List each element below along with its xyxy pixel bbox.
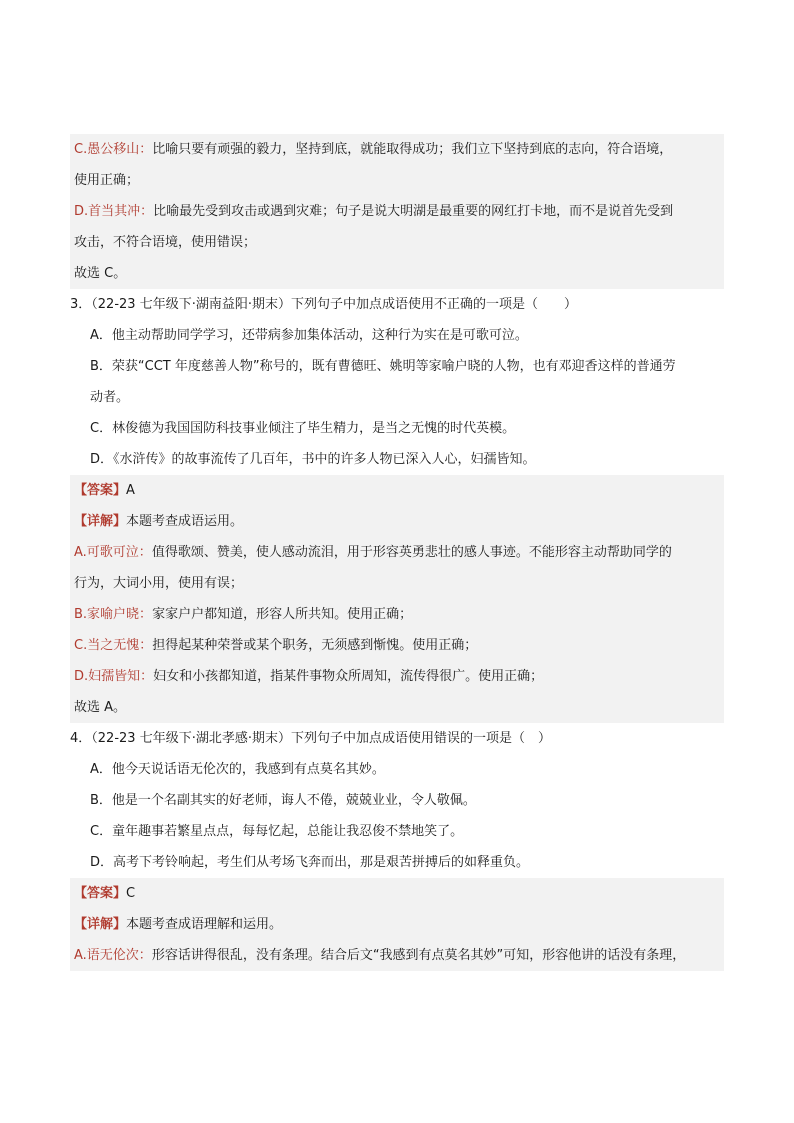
q3-c-label: C.当之无愧： (74, 638, 153, 653)
q3-detail (70, 506, 724, 537)
q3-a-line2: 行为，大词小用，使用有误； (70, 568, 724, 599)
prev-c-text: 比喻只要有顽强的毅力，坚持到底，就能取得成功；我们立下坚持到底的志向，符合语境， (152, 142, 673, 157)
q3-stem: 下列句子中加点成语使用不正确的一项是（ ） (290, 297, 577, 312)
prev-d-line2: 攻击，不符合语境，使用错误； (70, 227, 724, 258)
q3-answer-value: A (126, 483, 135, 498)
q3-a-text: 值得歌颂、赞美，使人感动流泪，用于形容英勇悲壮的感人事迹。不能形容主动帮助同学的 (151, 545, 672, 560)
q3-d-label: D.妇孺皆知： (74, 669, 154, 684)
q3-d-line (70, 661, 724, 692)
q4-detail-label: 【详解】 (74, 917, 127, 932)
q4-number: 4． (70, 731, 92, 746)
q3-conclusion: 故选 A。 (70, 692, 724, 723)
q3-detail-text: 本题考查成语运用。 (126, 514, 244, 529)
q3-source: （22-23 七年级下·湖南益阳·期末） (91, 297, 291, 312)
q4-a-label: A.语无伦次： (74, 948, 152, 963)
prev-d-label: D.首当其冲： (74, 204, 154, 219)
q4-option-c: C．童年趣事若繁星点点，每每忆起，总能让我忍俊不禁地笑了。 (90, 824, 464, 839)
q3-c-text: 担得起某种荣誉或某个职务，无须感到惭愧。使用正确； (152, 638, 478, 653)
q3-option-c: C．林俊德为我国国防科技事业倾注了毕生精力，是当之无愧的时代英模。 (90, 421, 516, 436)
q3-c-line (70, 630, 724, 661)
q3-detail-label: 【详解】 (74, 514, 127, 529)
q3-answer-label: 【答案】 (74, 483, 127, 498)
prev-d-line1 (70, 196, 724, 227)
prev-c-line1 (70, 134, 724, 165)
q3-a-label: A.可歌可泣： (74, 545, 152, 560)
prev-conclusion: 故选 C。 (70, 258, 724, 289)
q4-source: （22-23 七年级下·湖北孝感·期末） (91, 731, 291, 746)
q4-stem: 下列句子中加点成语使用错误的一项是（ ） (290, 731, 551, 746)
q4-option-b: B．他是一个名副其实的好老师，诲人不倦，兢兢业业，令人敬佩。 (90, 793, 476, 808)
q4-answer-label: 【答案】 (74, 886, 127, 901)
prev-c-line2: 使用正确； (70, 165, 724, 196)
q3-stem-line (70, 289, 724, 320)
q4-a-text: 形容话讲得很乱，没有条理。结合后文“我感到有点莫名其妙”可知，形容他讲的话没有条理， (151, 948, 686, 963)
q3-answer (70, 475, 724, 506)
q4-answer (70, 878, 724, 909)
q3-d-text: 妇女和小孩都知道，指某件事物众所周知，流传得很广。使用正确； (153, 669, 544, 684)
q3-option-a: A．他主动帮助同学学习，还带病参加集体活动，这种行为实在是可歌可泣。 (90, 328, 528, 343)
q4-stem-line (70, 723, 724, 754)
q4-option-d: D．高考下考铃响起，考生们从考场飞奔而出，那是艰苦拼搏后的如释重负。 (90, 855, 530, 870)
q4-a-line (70, 940, 724, 971)
document-page (70, 134, 724, 971)
q3-option-b-line2: 动者。 (90, 390, 130, 405)
q4-option-a: A．他今天说话语无伦次的，我感到有点莫名其妙。 (90, 762, 385, 777)
q3-b-text: 家家户户都知道，形容人所共知。使用正确； (152, 607, 413, 622)
prev-c-label: C.愚公移山： (74, 142, 153, 157)
q4-answer-value: C (126, 886, 136, 901)
q4-detail-text: 本题考查成语理解和运用。 (126, 917, 283, 932)
q3-b-label: B.家喻户晓： (74, 607, 153, 622)
q3-option-b-line1: B．荣获“CCT 年度慈善人物”称号的，既有曹德旺、姚明等家喻户晓的人物，也有邓迎香这样的普通劳 (90, 359, 676, 374)
q3-option-d: D．《水浒传》的故事流传了几百年，书中的许多人物已深入人心，妇孺皆知。 (90, 452, 536, 467)
q3-b-line (70, 599, 724, 630)
q3-a-line1 (70, 537, 724, 568)
q4-detail (70, 909, 724, 940)
prev-d-text: 比喻最先受到攻击或遇到灾难；句子是说大明湖是最重要的网红打卡地，而不是说首先受到 (153, 204, 674, 219)
q3-number: 3． (70, 297, 92, 312)
